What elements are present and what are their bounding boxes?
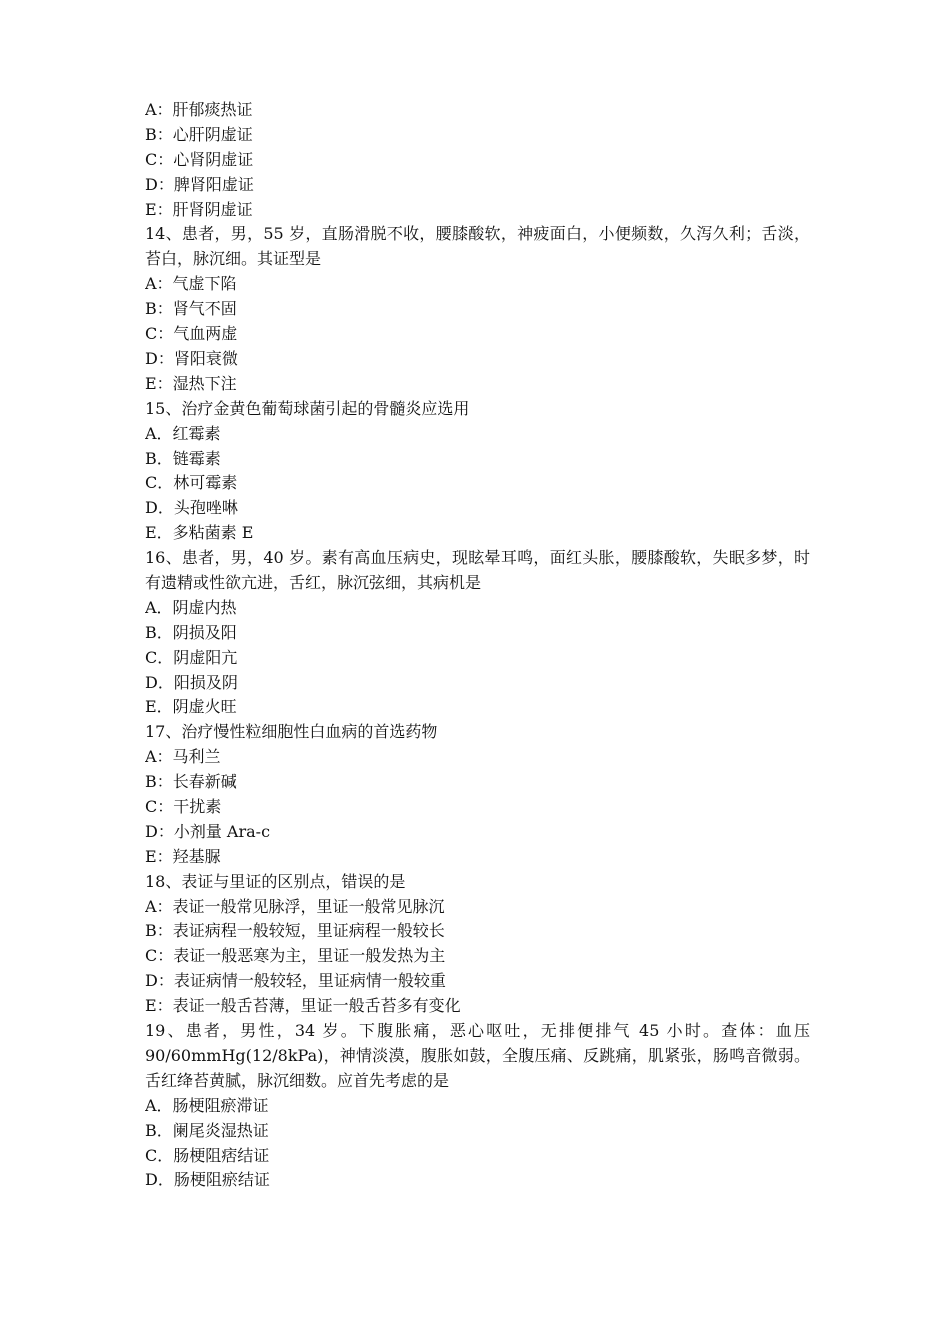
option-b: B．阴损及阳: [145, 622, 237, 642]
option-d: D：脾肾阳虚证: [145, 174, 254, 194]
option-c: C：表证一般恶寒为主，里证一般发热为主: [145, 946, 446, 966]
question-stem: 18、表证与里证的区别点，错误的是: [145, 871, 406, 891]
option-d: D．阳损及阴: [145, 672, 238, 692]
question-17: [145, 720, 810, 869]
option-b: B．阑尾炎湿热证: [145, 1120, 269, 1140]
option-a: A．红霉素: [145, 423, 221, 443]
option-e: E：羟基脲: [145, 846, 221, 866]
option-e: E．阴虚火旺: [145, 697, 237, 717]
option-d: D：肾阳衰微: [145, 348, 238, 368]
question-16: [145, 546, 810, 720]
question-stem: 17、治疗慢性粒细胞性白血病的首选药物: [145, 722, 438, 742]
question-stem: 14、患者，男，55 岁，直肠滑脱不收，腰膝酸软，神疲面白，小便频数，久泻久利；舌淡，苔白，脉沉细。其证型是: [145, 224, 810, 269]
option-c: C．阴虚阳亢: [145, 647, 238, 667]
option-d: D．肠梗阻瘀结证: [145, 1170, 270, 1190]
option-b: B．链霉素: [145, 448, 221, 468]
option-e: E：湿热下注: [145, 373, 237, 393]
option-c: C．林可霉素: [145, 473, 238, 493]
option-a: A．肠梗阻瘀滞证: [145, 1095, 269, 1115]
option-a: A：肝郁痰热证: [145, 100, 253, 119]
question-stem: 19、患者，男性，34 岁。下腹胀痛，恶心呕吐，无排便排气 45 小时。查体：血压 90/60mmHg(12/8kPa)，神情淡漠，腹胀如鼓，全腹压痛、反跳痛，肌紧张，肠鸣音微弱。舌红绛苔黄腻，脉沉细数。应首先考虑的是: [145, 1021, 810, 1090]
option-a: A．阴虚内热: [145, 597, 237, 617]
question-13-options: [145, 98, 810, 222]
question-stem: 16、患者，男，40 岁。素有高血压病史，现眩晕耳鸣，面红头胀，腰膝酸软，失眠多梦，时有遗精或性欲亢进，舌红，脉沉弦细，其病机是: [145, 548, 810, 592]
option-b: B：肾气不固: [145, 299, 237, 319]
option-c: C：气血两虚: [145, 324, 238, 344]
option-b: B：长春新碱: [145, 772, 237, 792]
option-e: E：表证一般舌苔薄，里证一般舌苔多有变化: [145, 996, 461, 1016]
option-d: D．头孢唑啉: [145, 498, 238, 518]
option-a: A：气虚下陷: [145, 274, 237, 294]
option-b: B：心肝阴虚证: [145, 124, 253, 144]
option-c: C：干扰素: [145, 797, 222, 816]
option-e: E：肝肾阴虚证: [145, 199, 253, 219]
question-15: [145, 397, 810, 546]
question-stem: 15、治疗金黄色葡萄球菌引起的骨髓炎应选用: [145, 398, 470, 418]
question-18: [145, 870, 810, 1019]
option-d: D：小剂量 Ara-c: [145, 821, 271, 841]
question-19: [145, 1019, 810, 1193]
option-a: A：表证一般常见脉浮，里证一般常见脉沉: [145, 896, 445, 916]
document-page: [145, 98, 810, 1193]
option-b: B：表证病程一般较短，里证病程一般较长: [145, 921, 445, 941]
question-14: [145, 222, 810, 396]
option-e: E．多粘菌素 E: [145, 523, 254, 543]
option-a: A：马利兰: [145, 747, 221, 767]
option-d: D：表证病情一般较轻，里证病情一般较重: [145, 971, 446, 991]
option-c: C．肠梗阻痞结证: [145, 1145, 270, 1165]
option-c: C：心肾阴虚证: [145, 149, 254, 169]
